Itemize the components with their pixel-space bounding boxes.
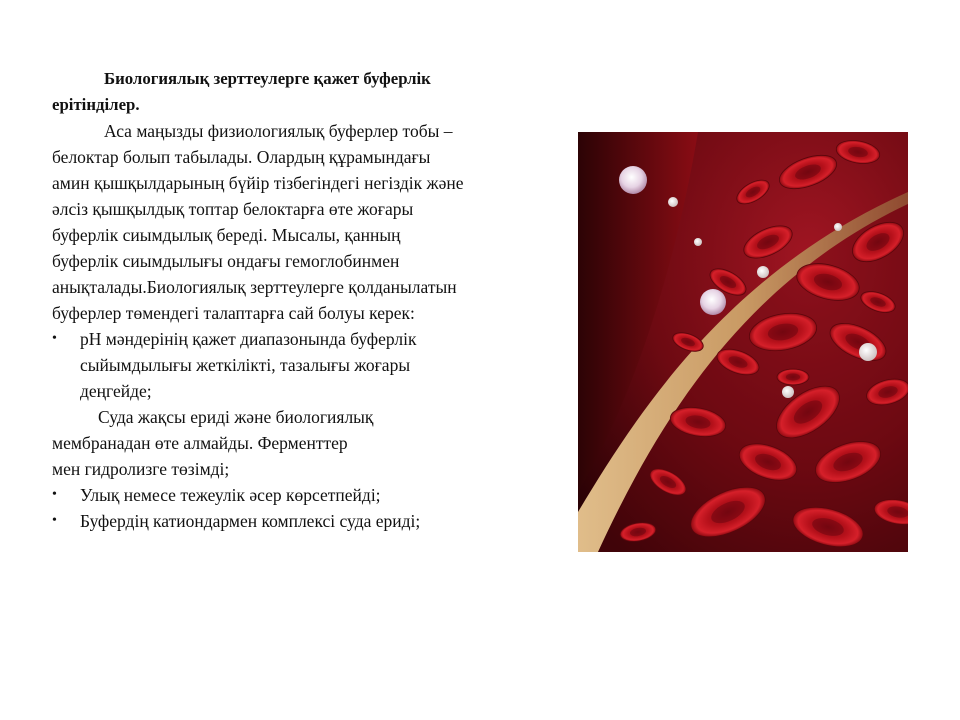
platelet [834,223,842,231]
platelet [694,238,702,246]
blood-vessel-image [578,132,908,552]
bullet-item [52,326,562,352]
white-blood-cell [700,289,726,315]
bullet-text: Улық немесе тежеулік әсер көрсетпейді; [80,485,381,505]
paragraph-line: буферлік сиымдылығы ондағы гемоглобинмен [52,251,400,271]
paragraph-line: амин қышқылдарының бүйір тізбегіндегі негіздік және [52,173,464,193]
paragraph-line: Суда жақсы ериді және биологиялық [98,407,374,427]
paragraph-line: белоктар болып табылады. Олардың құрамындағы [52,147,431,167]
bullet-text-continued: деңгейде; [80,381,152,401]
paragraph-line: мен гидролизге төзімді; [52,459,230,479]
bullet-item [52,482,562,508]
paragraph-line: буферлер төмендегі талаптарға сай болуы керек: [52,303,415,323]
white-blood-cell [619,166,647,194]
paragraph-line: әлсіз қышқылдық топтар белоктарға өте жоғары [52,199,414,219]
paragraph-line: Аса маңызды физиологиялық буферлер тобы – [104,121,453,141]
bullet-item [52,508,562,534]
paragraph-line: мембранадан өте алмайды. Ферменттер [52,433,348,453]
red-blood-cell [777,369,809,385]
bullet-text: Буфердің катиондармен комплексі суда ериді; [80,511,421,531]
bullet-text-continued: сыйымдылығы жеткілікті, тазалығы жоғары [80,355,411,375]
heading-line-2: ерітінділер. [52,95,140,114]
bullet-dot-icon: • [52,331,57,346]
platelet [859,343,877,361]
heading-line-1: Биологиялық зерттеулерге қажет буферлік [104,69,431,88]
platelet [782,386,794,398]
bullet-text: pH мәндерінің қажет диапазонында буферлік [80,329,417,349]
platelet [757,266,769,278]
paragraph-line: анықталады.Биологиялық зерттеулерге қолданылатын [52,277,457,297]
bullet-dot-icon: • [52,487,57,502]
text-block [52,66,562,534]
bullet-dot-icon: • [52,513,57,528]
paragraph-line: буферлік сиымдылық береді. Мысалы, қанның [52,225,401,245]
blood-vessel-red-cells-illustration [578,132,908,552]
platelet [668,197,678,207]
